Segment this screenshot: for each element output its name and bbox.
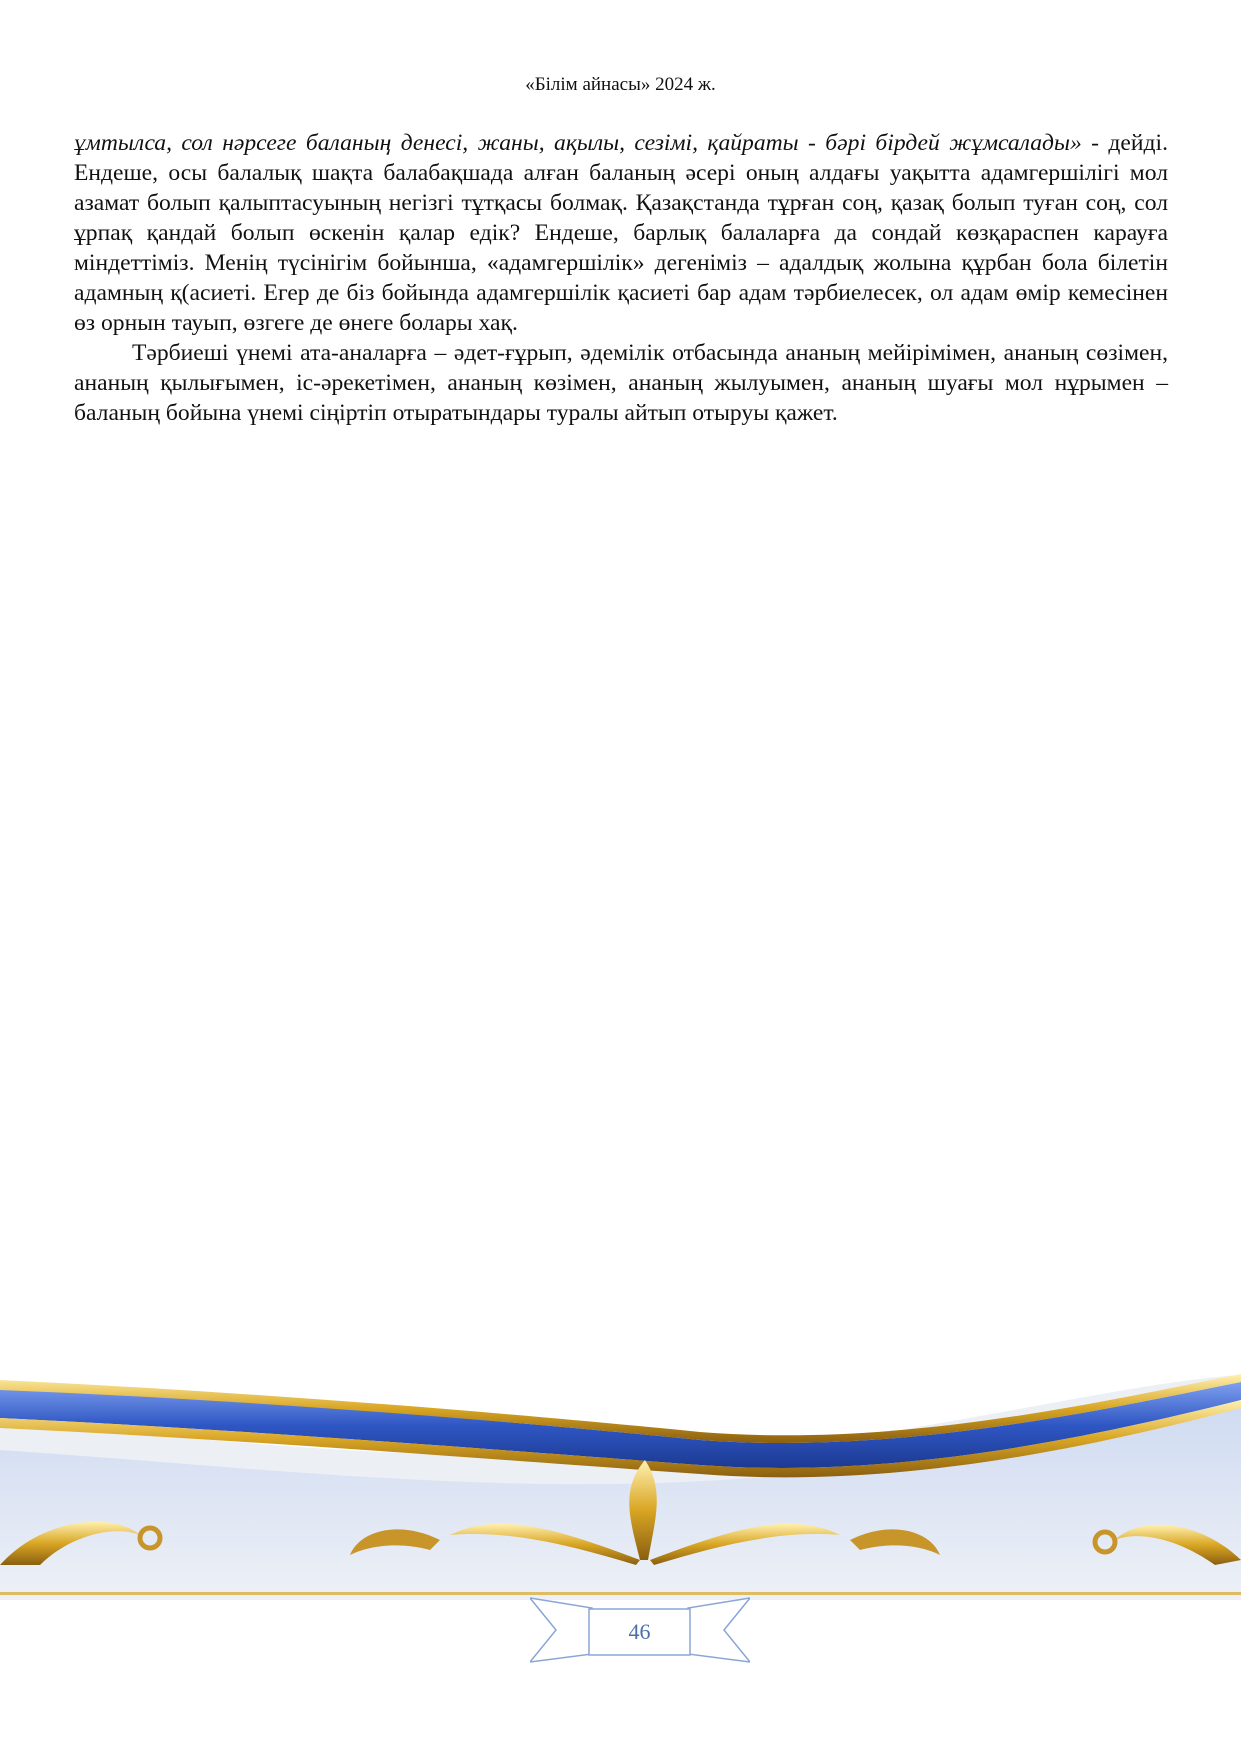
page-number: 46: [628, 1619, 651, 1644]
italic-quote: ұмтылса, сол нәрсеге баланың денесі, жаны, ақылы, сезімі, қайраты - бәрі бірдей жұмсалады»: [74, 130, 1082, 156]
paragraph-1-text: - дейді. Ендеше, осы балалық шақта балабақшада алған баланың әсері оның алдағы уақытта адамгершілігі мол азамат болып қалыптасуының негізгі тұтқасы болмақ. Қазақстанда тұрған соң, қазақ болып туған соң, сол ұрпақ қандай болып өскенін қалар едік? Ендеше, барлық балаларға да сондай көзқараспен карауға міндеттіміз. Менің түсінігім бойынша, «адамгершілік» дегеніміз – адалдық жолына құрбан бола білетін адамның қ(асиеті. Егер де біз бойында адамгершілік қасиеті бар адам тәрбиелесек, ол адам өмір кемесінен өз орнын тауып, өзгеге де өнеге болары хақ.: [74, 130, 1168, 336]
running-header: «Білім айнасы» 2024 ж.: [525, 74, 716, 95]
decorative-wave-border: [0, 1360, 1241, 1600]
paragraph-1: [74, 128, 1168, 338]
body-text: [74, 128, 1168, 428]
paragraph-2: Тәрбиеші үнемі ата-аналарға – әдет-ғұрып, әдемілік отбасында ананың мейірімімен, ананың сөзімен, ананың қылығымен, іс-әрекетімен, ананың көзімен, ананың жылуымен, ананың шуағы мол нұрымен – баланың бойына үнемі сіңіртіп отыратындары туралы айтып отыруы қажет.: [74, 340, 1168, 426]
